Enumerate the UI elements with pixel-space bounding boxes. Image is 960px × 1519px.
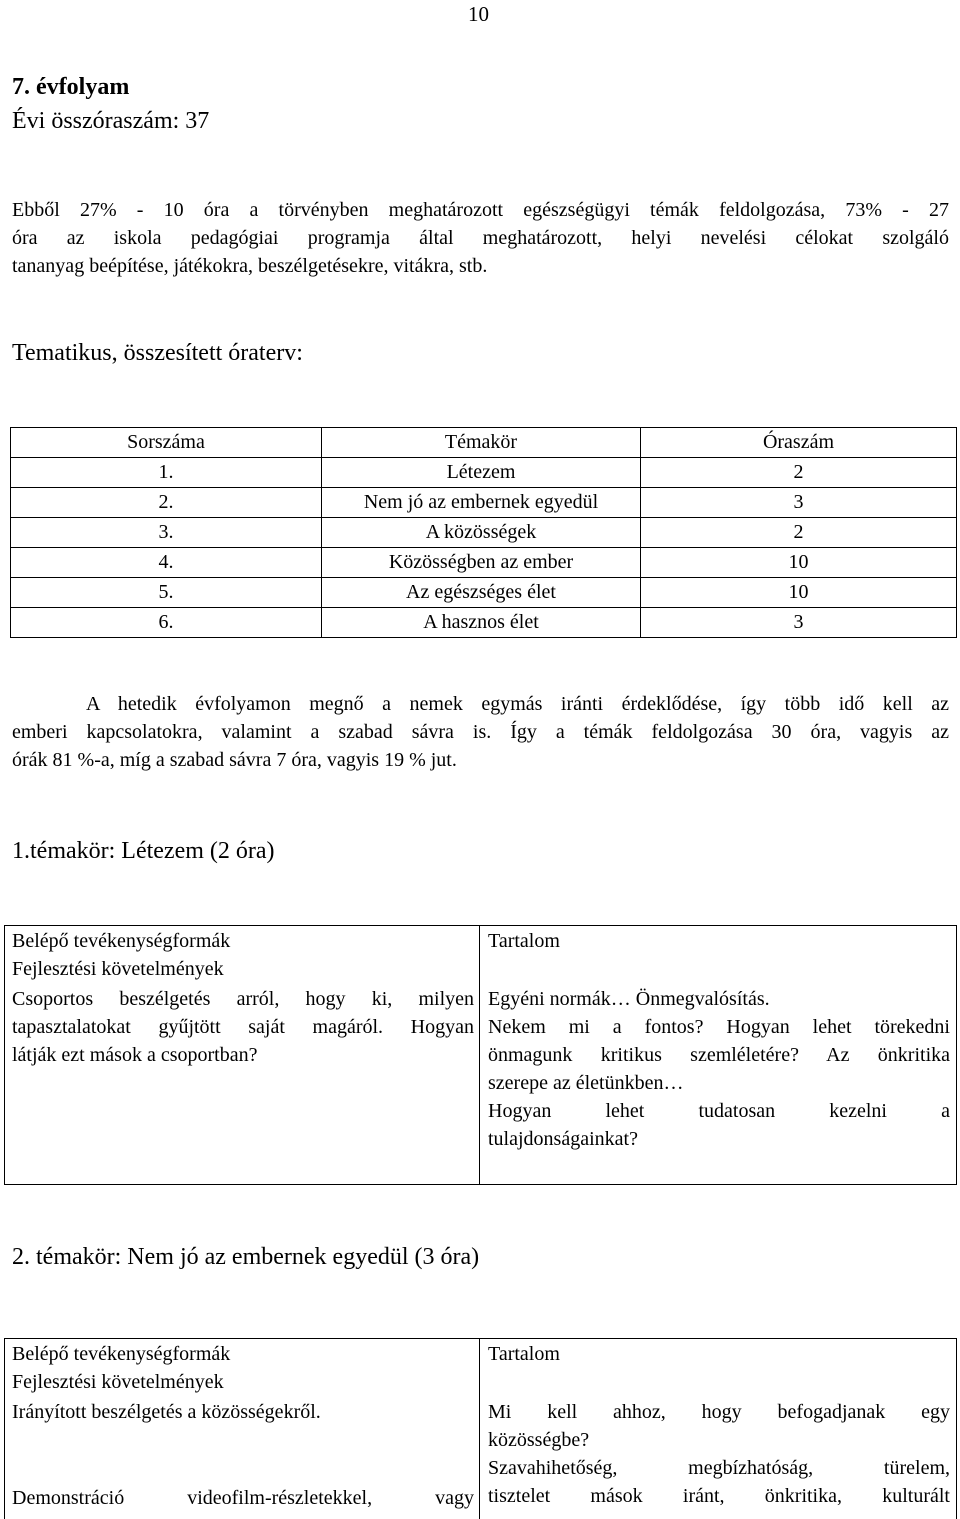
- right-content-line: önmagunk kritikus szemléletére? Az önkritika: [488, 1044, 950, 1066]
- row-number: 3.: [11, 518, 322, 548]
- topic2-table: [4, 1338, 957, 1519]
- row-number: 4.: [11, 548, 322, 578]
- right-content-line: Egyéni normák… Önmegvalósítás.: [488, 988, 770, 1010]
- table-header-row: [11, 428, 957, 458]
- annual-hours: Évi összóraszám: 37: [12, 108, 210, 134]
- right-content-line: Nekem mi a fontos? Hogyan lehet törekedni: [488, 1016, 950, 1038]
- left-header-activities: Belépő tevékenységformák: [12, 1343, 231, 1365]
- row-topic: A közösségek: [322, 518, 641, 548]
- intro-line: Ebből 27% - 10 óra a törvényben meghatározott egészségügyi témák feldolgozása, 73% - 27: [12, 199, 949, 221]
- row-hours: 2: [641, 458, 957, 488]
- topic1-table: [4, 925, 957, 1185]
- page-number: 10: [468, 2, 489, 26]
- intro-paragraph: [12, 196, 949, 280]
- left-content-line: látják ezt mások a csoportban?: [12, 1044, 258, 1066]
- left-content-line: Csoportos beszélgetés arról, hogy ki, milyen: [12, 988, 474, 1010]
- row-hours: 3: [641, 608, 957, 638]
- topic2-left-column: [5, 1339, 480, 1519]
- topic1-heading: 1.témakör: Létezem (2 óra): [12, 838, 275, 864]
- right-content-line: Szavahihetőség, megbízhatóság, türelem,: [488, 1457, 950, 1479]
- header-hours: Óraszám: [641, 428, 957, 458]
- row-topic: Nem jó az embernek egyedül: [322, 488, 641, 518]
- table-row: [11, 458, 957, 488]
- table-row: [11, 518, 957, 548]
- summary-table: [10, 427, 957, 638]
- table-row: [11, 608, 957, 638]
- topic1-right-content: [488, 985, 950, 1153]
- topic2-left-content-2: Demonstráció videofilm-részletekkel, vagy: [12, 1487, 474, 1509]
- right-content-line: Mi kell ahhoz, hogy befogadjanak egy: [488, 1401, 950, 1423]
- grade-title: 7. évfolyam: [12, 74, 130, 100]
- left-header-requirements: Fejlesztési követelmények: [12, 958, 224, 980]
- topic1-right-header: Tartalom: [488, 930, 560, 952]
- topic1-left-header: [12, 927, 474, 983]
- row-hours: 2: [641, 518, 957, 548]
- plan-heading: Tematikus, összesített óraterv:: [12, 340, 303, 366]
- right-content-line: közösségbe?: [488, 1429, 590, 1451]
- grade-paragraph: [12, 690, 949, 774]
- topic1-left-content: [12, 985, 474, 1069]
- table-row: [11, 488, 957, 518]
- row-number: 5.: [11, 578, 322, 608]
- left-content-line: tapasztalatokat gyűjtött saját magáról. Hogyan: [12, 1016, 474, 1038]
- topic2-heading: 2. témakör: Nem jó az embernek egyedül (3 óra): [12, 1244, 480, 1270]
- row-hours: 10: [641, 578, 957, 608]
- table-row: [11, 548, 957, 578]
- topic2-left-content-1: Irányított beszélgetés a közösségekről.: [12, 1401, 321, 1423]
- row-topic: Az egészséges élet: [322, 578, 641, 608]
- row-topic: Létezem: [322, 458, 641, 488]
- topic2-right-column: [480, 1339, 956, 1519]
- row-topic: Közösségben az ember: [322, 548, 641, 578]
- intro-line: tananyag beépítése, játékokra, beszélgetésekre, vitákra, stb.: [12, 255, 488, 277]
- row-number: 2.: [11, 488, 322, 518]
- paragraph-line: A hetedik évfolyamon megnő a nemek egymás iránti érdeklődése, így több idő kell az: [86, 693, 949, 715]
- right-content-line: szerepe az életünkben…: [488, 1072, 684, 1094]
- topic2-left-header: [12, 1340, 474, 1396]
- right-content-line: tulajdonságainkat?: [488, 1128, 638, 1150]
- intro-line: óra az iskola pedagógiai programja által meghatározott, helyi nevelési célokat szolgáló: [12, 227, 949, 249]
- paragraph-line: emberi kapcsolatokra, valamint a szabad sávra is. Így a témák feldolgozása 30 óra, vagyis az: [12, 721, 949, 743]
- row-hours: 3: [641, 488, 957, 518]
- topic1-right-column: [480, 926, 956, 1184]
- paragraph-line: órák 81 %-a, míg a szabad sávra 7 óra, vagyis 19 % jut.: [12, 749, 457, 771]
- topic2-right-content: [488, 1398, 950, 1510]
- table-row: [11, 578, 957, 608]
- row-number: 6.: [11, 608, 322, 638]
- left-header-activities: Belépő tevékenységformák: [12, 930, 231, 952]
- topic2-right-header: Tartalom: [488, 1343, 560, 1365]
- row-topic: A hasznos élet: [322, 608, 641, 638]
- left-header-requirements: Fejlesztési követelmények: [12, 1371, 224, 1393]
- row-hours: 10: [641, 548, 957, 578]
- row-number: 1.: [11, 458, 322, 488]
- right-content-line: tisztelet mások iránt, önkritika, kulturált: [488, 1485, 950, 1507]
- topic1-left-column: [5, 926, 480, 1184]
- header-number: Sorszáma: [11, 428, 322, 458]
- header-topic: Témakör: [322, 428, 641, 458]
- right-content-line: Hogyan lehet tudatosan kezelni a: [488, 1100, 950, 1122]
